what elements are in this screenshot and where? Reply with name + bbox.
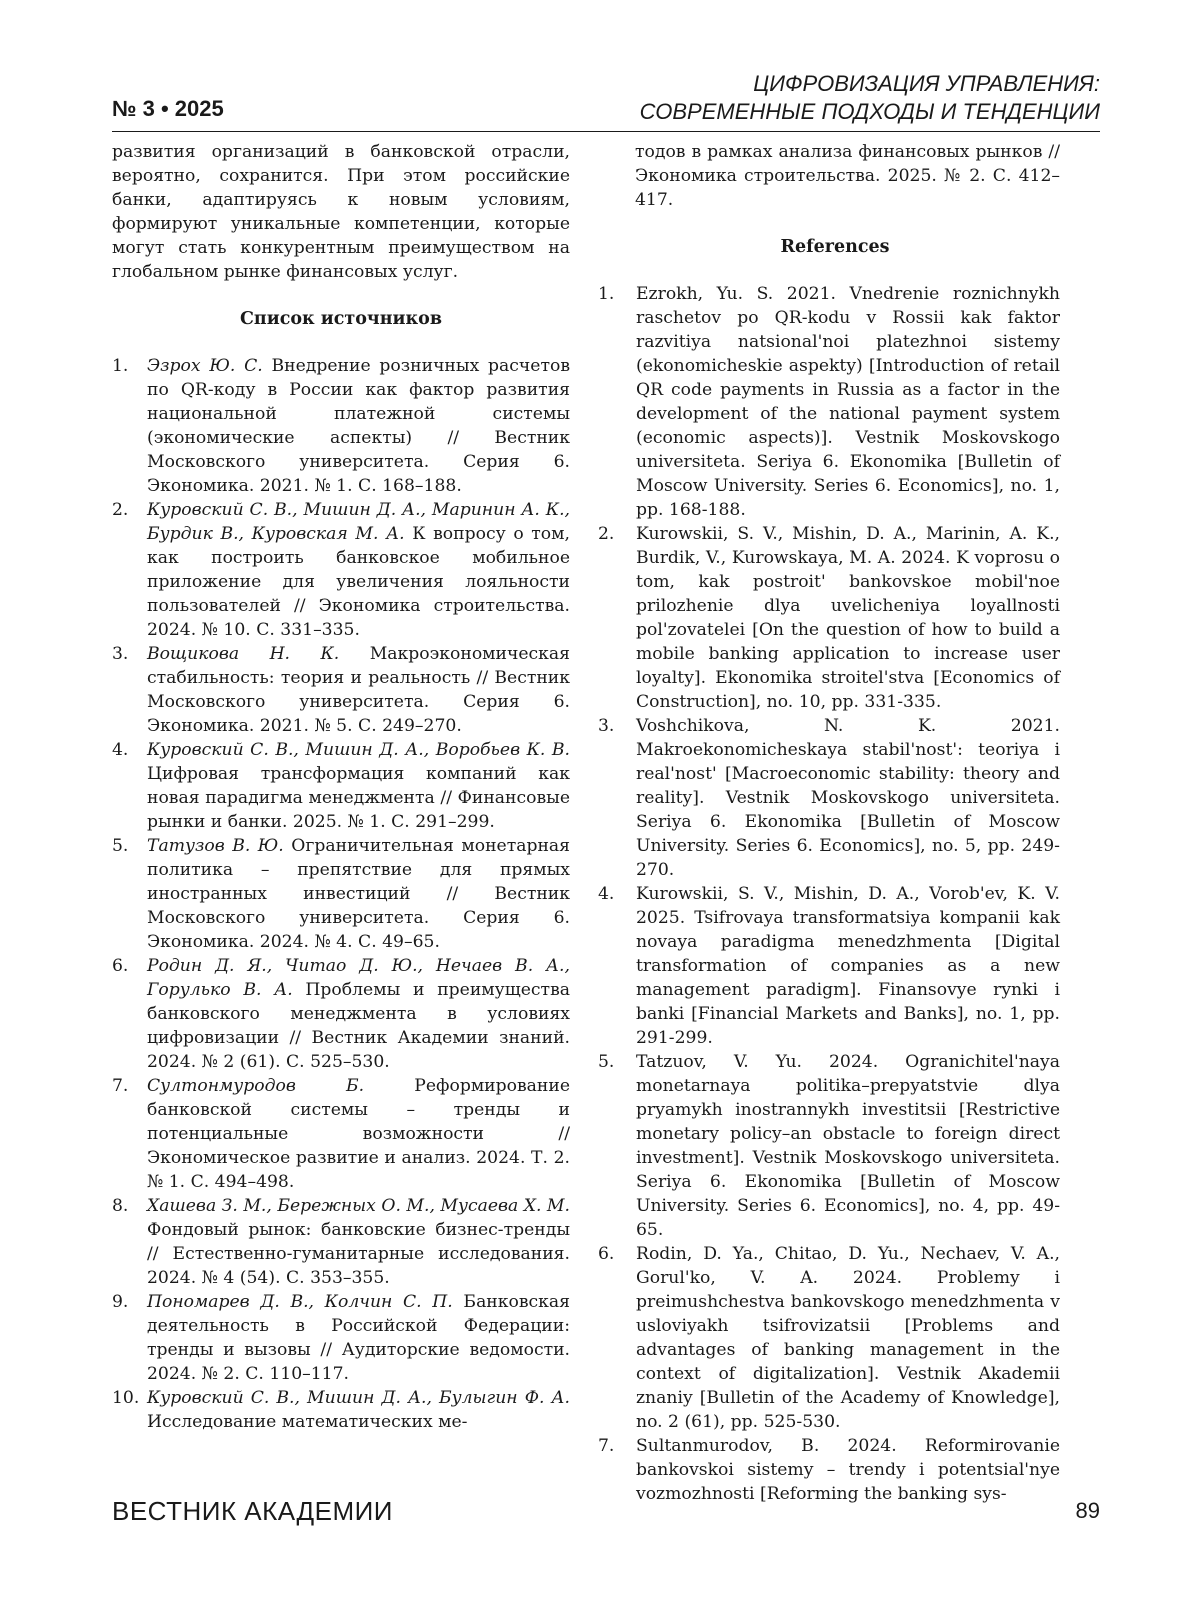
ru-reference-list <box>112 354 570 1434</box>
left-column <box>112 140 570 1434</box>
reference-text: Фондовый рынок: банковские бизнес-тренды // Естественно-гуманитарные исследования. 2024. № 4 (54). С. 353–355. <box>147 1220 570 1288</box>
reference-authors: Хашева З. М., Бережных О. М., Мусаева Х. М. <box>147 1196 570 1216</box>
reference-text: Kurowskii, S. V., Mishin, D. A., Vorob'ev, K. V. 2025. Tsifrovaya transformatsiya kompanii kak novaya paradigma menedzhmenta [Digital transformation of companies as a new management paradigm]. Finansovye rynki i banki [Financial Markets and Banks], no. 1, pp. 291-299. <box>636 884 1060 1048</box>
reference-text: Внедрение розничных расчетов по QR-коду в России как фактор развития национальной платежной системы (экономические аспекты) // Вестник Московского университета. Серия 6. Экономика. 2021. № 1. С. 168–188. <box>147 356 570 496</box>
reference-text: Rodin, D. Ya., Chitao, D. Yu., Nechaev, V. A., Gorul'ko, V. A. 2024. Problemy i preimushchestva bankovskogo menedzhmenta v usloviyakh tsifrovizatsii [Problems and advantages of banking management in the context of digitalization]. Vestnik Akademii znaniy [Bulletin of the Academy of Knowledge], no. 2 (61), pp. 525-530. <box>636 1244 1060 1432</box>
reference-item <box>112 1386 570 1434</box>
reference-text: К вопросу о том, как построить банковское мобильное приложение для увеличения лояльности пользователей // Экономика строительства. 2024. № 10. С. 331–335. <box>147 524 570 640</box>
reference-text: Kurowskii, S. V., Mishin, D. A., Marinin, A. K., Burdik, V., Kurowskaya, M. A. 2024. K voprosu o tom, kak postroit' bankovskoe mobil'noe prilozhenie dlya uvelicheniya loyallnosti pol'zovatelei [On the question of how to build a mobile banking application to increase user loyalty]. Ekonomika stroitel'stva [Economics of Construction], no. 10, pp. 331-335. <box>636 524 1060 712</box>
right-column <box>598 140 1060 1506</box>
reference-number: 2. <box>598 524 615 544</box>
footer-journal-name: ВЕСТНИК АКАДЕМИИ <box>112 1496 393 1526</box>
reference-number: 8. <box>112 1196 129 1216</box>
reference-number: 9. <box>112 1292 129 1312</box>
reference-item <box>598 1050 1060 1242</box>
reference-item <box>598 1434 1060 1506</box>
reference-text: Ограничительная монетарная политика – препятствие для прямых иностранных инвестиций // Вестник Московского университета. Серия 6. Экономика. 2024. № 4. С. 49–65. <box>147 836 571 952</box>
running-title-line-2: СОВРЕМЕННЫЕ ПОДХОДЫ И ТЕНДЕНЦИИ <box>639 99 1100 124</box>
reference-item <box>112 642 570 738</box>
reference-item <box>598 1242 1060 1434</box>
reference-text: Макроэкономическая стабильность: теория и реальность // Вестник Московского университета. Серия 6. Экономика. 2021. № 5. С. 249–270. <box>147 644 570 736</box>
reference-number: 6. <box>598 1244 615 1264</box>
reference-number: 5. <box>112 836 129 856</box>
body-paragraph: развития организаций в банковской отрасли, вероятно, сохранится. При этом российские банки, адаптируясь к новым условиям, формируют уникальные компетенции, которые могут стать конкурентным преимуществом на глобальном рынке финансовых услуг. <box>112 142 570 282</box>
reference-item <box>112 738 570 834</box>
reference-number: 3. <box>112 644 129 664</box>
reference-text: Sultanmurodov, B. 2024. Reformirovanie bankovskoi sistemy – trendy i potentsial'nye vozmozhnosti [Reforming the banking sys- <box>636 1436 1060 1504</box>
en-reference-list <box>598 282 1060 1506</box>
reference-item <box>598 714 1060 882</box>
running-title-line-1: ЦИФРОВИЗАЦИЯ УПРАВЛЕНИЯ: <box>753 71 1100 96</box>
reference-authors: Пономарев Д. В., Колчин С. П. <box>147 1292 453 1312</box>
reference-item <box>112 1074 570 1194</box>
issue-number: № 3 • 2025 <box>112 96 224 121</box>
reference-item <box>112 1290 570 1386</box>
reference-item <box>598 882 1060 1050</box>
reference-authors: Вощикова Н. К. <box>147 644 340 664</box>
reference-item <box>112 354 570 498</box>
reference-authors: Куровский С. В., Мишин Д. А., Булыгин Ф. А. <box>147 1388 570 1408</box>
reference-authors: Родин Д. Я., Читао Д. Ю., Нечаев В. А., Горулько В. А. <box>147 956 570 1000</box>
reference-text: Цифровая трансформация компаний как новая парадигма менеджмента // Финансовые рынки и банки. 2025. № 1. С. 291–299. <box>147 764 570 832</box>
reference-continuation: тодов в рамках анализа финансовых рынков // Экономика строительства. 2025. № 2. С. 412–417. <box>635 142 1060 210</box>
page-header <box>112 70 1100 130</box>
reference-text: Tatzuov, V. Yu. 2024. Ogranichitel'naya monetarnaya politika–prepyatstvie dlya pryamykh inostrannykh investitsii [Restrictive monetary policy–an obstacle to foreign direct investment]. Vestnik Moskovskogo universiteta. Seriya 6. Ekonomika [Bulletin of Moscow University. Series 6. Economics], no. 4, pp. 49-65. <box>636 1052 1060 1240</box>
reference-item <box>598 282 1060 522</box>
running-title <box>640 70 1100 126</box>
reference-text: Банковская деятельность в Российской Федерации: тренды и вызовы // Аудиторские ведомости. 2024. № 2. С. 110–117. <box>147 1292 570 1384</box>
reference-authors: Татузов В. Ю. <box>147 836 284 856</box>
reference-number: 2. <box>112 500 129 520</box>
reference-text: Реформирование банковской системы – тренды и потенциальные возможности // Экономическое развитие и анализ. 2024. Т. 2. № 1. С. 494–498. <box>147 1076 570 1192</box>
reference-number: 5. <box>598 1052 615 1072</box>
reference-item <box>112 834 570 954</box>
reference-item <box>112 498 570 642</box>
reference-number: 1. <box>112 356 129 376</box>
reference-authors: Куровский С. В., Мишин Д. А., Маринин А. К., Бурдик В., Куровская М. А. <box>147 500 570 544</box>
reference-item <box>112 1194 570 1290</box>
reference-number: 4. <box>112 740 129 760</box>
reference-number: 6. <box>112 956 129 976</box>
reference-text: Ezrokh, Yu. S. 2021. Vnedrenie roznichnykh raschetov po QR-kodu v Rossii kak faktor razvitiya natsional'noi platezhnoi sistemy (ekonomicheskie aspekty) [Introduction of retail QR code payments in Russia as a factor in the development of the national payment system (economic aspects)]. Vestnik Moskovskogo universiteta. Seriya 6. Ekonomika [Bulletin of Moscow University. Series 6. Economics], no. 1, pp. 168-188. <box>636 284 1060 520</box>
header-rule <box>112 131 1100 132</box>
reference-text: Исследование математических ме- <box>147 1412 468 1432</box>
reference-number: 4. <box>598 884 615 904</box>
sources-heading: Список источников <box>240 309 442 329</box>
reference-number: 1. <box>598 284 615 304</box>
reference-authors: Султонмуродов Б. <box>147 1076 365 1096</box>
references-heading: References <box>780 237 890 257</box>
reference-authors: Куровский С. В., Мишин Д. А., Воробьев К. В. <box>147 740 570 760</box>
reference-number: 3. <box>598 716 615 736</box>
page-number: 89 <box>1075 1498 1100 1523</box>
reference-item <box>112 954 570 1074</box>
reference-number: 10. <box>112 1388 140 1408</box>
reference-number: 7. <box>112 1076 129 1096</box>
reference-text: Voshchikova, N. K. 2021. Makroekonomicheskaya stabil'nost': teoriya i real'nost' [Macroeconomic stability: theory and reality]. Vestnik Moskovskogo universiteta. Seriya 6. Ekonomika [Bulletin of Moscow University. Series 6. Economics], no. 5, pp. 249-270. <box>636 716 1060 880</box>
reference-item <box>598 522 1060 714</box>
reference-authors: Эзрох Ю. С. <box>147 356 263 376</box>
reference-text: Проблемы и преимущества банковского менеджмента в условиях цифровизации // Вестник Академии знаний. 2024. № 2 (61). С. 525–530. <box>147 980 570 1072</box>
reference-number: 7. <box>598 1436 615 1456</box>
